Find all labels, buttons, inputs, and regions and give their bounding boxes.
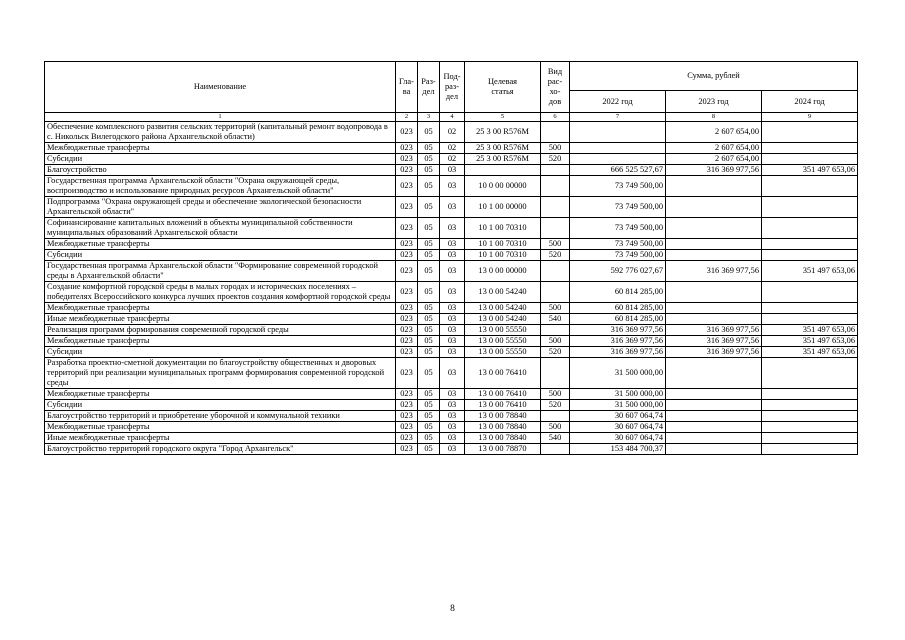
header-razdel: Раз- дел xyxy=(418,62,440,113)
column-number: 8 xyxy=(666,113,762,122)
column-number: 7 xyxy=(570,113,666,122)
cell-podrazdel: 03 xyxy=(440,250,465,261)
cell-vid xyxy=(541,411,570,422)
cell-name: Государственная программа Архангельской области "Формирование современной городской среды в Архангельской области" xyxy=(45,261,396,282)
table-row xyxy=(45,400,858,411)
cell-vid xyxy=(541,282,570,303)
cell-sum-2022 xyxy=(570,154,666,165)
cell-sum-2024 xyxy=(762,400,858,411)
cell-vid: 520 xyxy=(541,400,570,411)
cell-target: 13 0 00 78840 xyxy=(465,433,541,444)
header-2022: 2022 год xyxy=(570,91,666,113)
cell-sum-2022: 30 607 064,74 xyxy=(570,422,666,433)
cell-sum-2023: 316 369 977,56 xyxy=(666,336,762,347)
cell-sum-2023 xyxy=(666,314,762,325)
cell-razdel: 05 xyxy=(418,347,440,358)
cell-name: Межбюджетные трансферты xyxy=(45,239,396,250)
cell-sum-2024: 351 497 653,06 xyxy=(762,325,858,336)
cell-vid: 500 xyxy=(541,389,570,400)
cell-razdel: 05 xyxy=(418,250,440,261)
cell-sum-2024 xyxy=(762,197,858,218)
table-row xyxy=(45,176,858,197)
cell-podrazdel: 03 xyxy=(440,336,465,347)
cell-glava: 023 xyxy=(396,122,418,143)
cell-sum-2022: 60 814 285,00 xyxy=(570,303,666,314)
cell-razdel: 05 xyxy=(418,154,440,165)
table-row xyxy=(45,239,858,250)
table-row xyxy=(45,143,858,154)
cell-podrazdel: 03 xyxy=(440,444,465,455)
cell-razdel: 05 xyxy=(418,389,440,400)
cell-sum-2023 xyxy=(666,197,762,218)
cell-sum-2023 xyxy=(666,218,762,239)
cell-sum-2023 xyxy=(666,282,762,303)
cell-target: 13 0 00 55550 xyxy=(465,325,541,336)
cell-glava: 023 xyxy=(396,154,418,165)
cell-sum-2023: 316 369 977,56 xyxy=(666,347,762,358)
cell-sum-2024: 351 497 653,06 xyxy=(762,261,858,282)
cell-name: Межбюджетные трансферты xyxy=(45,389,396,400)
cell-target: 13 0 00 76410 xyxy=(465,400,541,411)
cell-sum-2024 xyxy=(762,122,858,143)
cell-razdel: 05 xyxy=(418,239,440,250)
cell-podrazdel: 03 xyxy=(440,261,465,282)
header-sum: Сумма, рублей xyxy=(570,62,858,91)
cell-name: Обеспечение комплексного развития сельских территорий (капитальный ремонт водопровода в с. Никольск Вилегодского района Архангельской области) xyxy=(45,122,396,143)
cell-razdel: 05 xyxy=(418,411,440,422)
cell-sum-2022 xyxy=(570,122,666,143)
table-row xyxy=(45,444,858,455)
cell-sum-2023 xyxy=(666,176,762,197)
cell-name: Субсидии xyxy=(45,250,396,261)
header-name: Наименование xyxy=(45,62,396,113)
table-row xyxy=(45,154,858,165)
cell-target: 10 0 00 00000 xyxy=(465,176,541,197)
cell-target: 13 0 00 78840 xyxy=(465,411,541,422)
header-podrazdel: Под- раз- дел xyxy=(440,62,465,113)
cell-name: Благоустройство территорий и приобретение уборочной и коммунальной техники xyxy=(45,411,396,422)
column-number: 4 xyxy=(440,113,465,122)
cell-vid: 520 xyxy=(541,154,570,165)
header-target: Целевая статья xyxy=(465,62,541,113)
cell-podrazdel: 03 xyxy=(440,282,465,303)
cell-target: 13 0 00 76410 xyxy=(465,389,541,400)
cell-razdel: 05 xyxy=(418,314,440,325)
cell-razdel: 05 xyxy=(418,303,440,314)
cell-glava: 023 xyxy=(396,400,418,411)
budget-table xyxy=(44,61,858,455)
cell-vid xyxy=(541,358,570,389)
header-vid: Вид рас- хо- дов xyxy=(541,62,570,113)
cell-sum-2024 xyxy=(762,358,858,389)
table-row xyxy=(45,358,858,389)
cell-sum-2022: 73 749 500,00 xyxy=(570,197,666,218)
table-row xyxy=(45,389,858,400)
cell-sum-2024 xyxy=(762,239,858,250)
table-row xyxy=(45,303,858,314)
cell-sum-2024 xyxy=(762,176,858,197)
cell-sum-2024 xyxy=(762,314,858,325)
cell-name: Реализация программ формирования современной городской среды xyxy=(45,325,396,336)
cell-vid xyxy=(541,197,570,218)
cell-razdel: 05 xyxy=(418,261,440,282)
cell-glava: 023 xyxy=(396,422,418,433)
cell-sum-2022: 73 749 500,00 xyxy=(570,239,666,250)
table-row xyxy=(45,336,858,347)
cell-target: 13 0 00 78840 xyxy=(465,422,541,433)
cell-glava: 023 xyxy=(396,176,418,197)
cell-target: 10 1 00 70310 xyxy=(465,250,541,261)
cell-sum-2024: 351 497 653,06 xyxy=(762,347,858,358)
cell-target: 13 0 00 54240 xyxy=(465,282,541,303)
cell-target: 25 3 00 R576M xyxy=(465,154,541,165)
cell-podrazdel: 03 xyxy=(440,176,465,197)
cell-sum-2022: 60 814 285,00 xyxy=(570,282,666,303)
cell-razdel: 05 xyxy=(418,336,440,347)
cell-sum-2022: 316 369 977,56 xyxy=(570,325,666,336)
cell-vid: 500 xyxy=(541,239,570,250)
cell-sum-2023 xyxy=(666,303,762,314)
cell-sum-2024 xyxy=(762,389,858,400)
cell-name: Иные межбюджетные трансферты xyxy=(45,314,396,325)
cell-podrazdel: 03 xyxy=(440,218,465,239)
column-number: 2 xyxy=(396,113,418,122)
cell-sum-2023: 316 369 977,56 xyxy=(666,165,762,176)
cell-vid xyxy=(541,165,570,176)
cell-sum-2022 xyxy=(570,143,666,154)
cell-vid: 500 xyxy=(541,422,570,433)
table-row xyxy=(45,165,858,176)
cell-sum-2022: 73 749 500,00 xyxy=(570,176,666,197)
cell-vid: 500 xyxy=(541,336,570,347)
cell-razdel: 05 xyxy=(418,444,440,455)
cell-name: Создание комфортной городской среды в малых городах и исторических поселениях – победителях Всероссийского конкурса лучших проектов создания комфортной городской среды xyxy=(45,282,396,303)
cell-name: Субсидии xyxy=(45,347,396,358)
cell-glava: 023 xyxy=(396,239,418,250)
header-glava: Гла- ва xyxy=(396,62,418,113)
cell-podrazdel: 03 xyxy=(440,422,465,433)
cell-sum-2024 xyxy=(762,411,858,422)
cell-glava: 023 xyxy=(396,325,418,336)
cell-glava: 023 xyxy=(396,358,418,389)
cell-name: Благоустройство территорий городского округа "Город Архангельск" xyxy=(45,444,396,455)
cell-sum-2023: 316 369 977,56 xyxy=(666,325,762,336)
cell-sum-2024 xyxy=(762,154,858,165)
cell-sum-2023: 2 607 654,00 xyxy=(666,122,762,143)
cell-sum-2022: 31 500 000,00 xyxy=(570,400,666,411)
cell-razdel: 05 xyxy=(418,143,440,154)
table-row xyxy=(45,261,858,282)
cell-podrazdel: 03 xyxy=(440,358,465,389)
cell-sum-2024 xyxy=(762,433,858,444)
cell-razdel: 05 xyxy=(418,433,440,444)
cell-name: Подпрограмма "Охрана окружающей среды и обеспечение экологической безопасности Архангельской области" xyxy=(45,197,396,218)
cell-glava: 023 xyxy=(396,303,418,314)
cell-target: 13 0 00 54240 xyxy=(465,314,541,325)
cell-name: Межбюджетные трансферты xyxy=(45,422,396,433)
table-row xyxy=(45,347,858,358)
cell-razdel: 05 xyxy=(418,218,440,239)
column-number: 6 xyxy=(541,113,570,122)
cell-sum-2022: 316 369 977,56 xyxy=(570,336,666,347)
column-number: 9 xyxy=(762,113,858,122)
cell-razdel: 05 xyxy=(418,358,440,389)
cell-vid: 500 xyxy=(541,143,570,154)
cell-target xyxy=(465,165,541,176)
cell-vid xyxy=(541,261,570,282)
cell-podrazdel: 02 xyxy=(440,143,465,154)
header-2024: 2024 год xyxy=(762,91,858,113)
cell-glava: 023 xyxy=(396,444,418,455)
cell-sum-2022: 73 749 500,00 xyxy=(570,250,666,261)
cell-glava: 023 xyxy=(396,282,418,303)
cell-name: Разработка проектно-сметной документации по благоустройству общественных и дворовых территорий при реализации муниципальных программ формирования современной городской среды xyxy=(45,358,396,389)
cell-glava: 023 xyxy=(396,314,418,325)
cell-name: Благоустройство xyxy=(45,165,396,176)
cell-sum-2024 xyxy=(762,444,858,455)
cell-sum-2023 xyxy=(666,239,762,250)
cell-sum-2024 xyxy=(762,303,858,314)
cell-sum-2022: 60 814 285,00 xyxy=(570,314,666,325)
cell-glava: 023 xyxy=(396,433,418,444)
table-row xyxy=(45,325,858,336)
cell-vid: 520 xyxy=(541,347,570,358)
cell-name: Субсидии xyxy=(45,400,396,411)
cell-target: 13 0 00 00000 xyxy=(465,261,541,282)
cell-name: Межбюджетные трансферты xyxy=(45,336,396,347)
cell-podrazdel: 03 xyxy=(440,400,465,411)
cell-vid xyxy=(541,325,570,336)
cell-glava: 023 xyxy=(396,336,418,347)
cell-razdel: 05 xyxy=(418,165,440,176)
page-number: 8 xyxy=(450,604,455,614)
cell-sum-2023 xyxy=(666,444,762,455)
cell-sum-2023 xyxy=(666,433,762,444)
column-number-row xyxy=(45,113,858,122)
cell-sum-2022: 30 607 064,74 xyxy=(570,411,666,422)
cell-target: 10 1 00 70310 xyxy=(465,239,541,250)
cell-glava: 023 xyxy=(396,411,418,422)
cell-target: 10 1 00 70310 xyxy=(465,218,541,239)
cell-sum-2022: 592 776 027,67 xyxy=(570,261,666,282)
cell-name: Иные межбюджетные трансферты xyxy=(45,433,396,444)
cell-vid: 540 xyxy=(541,433,570,444)
column-number: 1 xyxy=(45,113,396,122)
cell-sum-2022: 31 500 000,00 xyxy=(570,389,666,400)
cell-podrazdel: 03 xyxy=(440,411,465,422)
cell-glava: 023 xyxy=(396,143,418,154)
cell-vid: 520 xyxy=(541,250,570,261)
cell-target: 13 0 00 55550 xyxy=(465,336,541,347)
cell-podrazdel: 03 xyxy=(440,165,465,176)
cell-sum-2024 xyxy=(762,250,858,261)
cell-sum-2023 xyxy=(666,411,762,422)
cell-podrazdel: 03 xyxy=(440,239,465,250)
cell-vid xyxy=(541,218,570,239)
cell-glava: 023 xyxy=(396,389,418,400)
cell-glava: 023 xyxy=(396,261,418,282)
cell-podrazdel: 03 xyxy=(440,314,465,325)
cell-sum-2023 xyxy=(666,422,762,433)
table-row xyxy=(45,422,858,433)
cell-vid xyxy=(541,122,570,143)
cell-sum-2022: 316 369 977,56 xyxy=(570,347,666,358)
cell-podrazdel: 03 xyxy=(440,303,465,314)
cell-sum-2023: 2 607 654,00 xyxy=(666,143,762,154)
table-row xyxy=(45,122,858,143)
cell-name: Государственная программа Архангельской области "Охрана окружающей среды, воспроизводство и использование природных ресурсов Архангельской области" xyxy=(45,176,396,197)
cell-target: 25 3 00 R576M xyxy=(465,143,541,154)
table-row xyxy=(45,197,858,218)
cell-podrazdel: 03 xyxy=(440,197,465,218)
header-2023: 2023 год xyxy=(666,91,762,113)
cell-razdel: 05 xyxy=(418,176,440,197)
table-row xyxy=(45,282,858,303)
cell-podrazdel: 03 xyxy=(440,325,465,336)
cell-sum-2024: 351 497 653,06 xyxy=(762,165,858,176)
cell-vid xyxy=(541,176,570,197)
cell-sum-2022: 73 749 500,00 xyxy=(570,218,666,239)
table-row xyxy=(45,218,858,239)
cell-podrazdel: 02 xyxy=(440,154,465,165)
cell-glava: 023 xyxy=(396,347,418,358)
cell-razdel: 05 xyxy=(418,197,440,218)
cell-glava: 023 xyxy=(396,165,418,176)
cell-razdel: 05 xyxy=(418,422,440,433)
cell-sum-2022: 666 525 527,67 xyxy=(570,165,666,176)
cell-sum-2023 xyxy=(666,358,762,389)
cell-razdel: 05 xyxy=(418,122,440,143)
table-row xyxy=(45,411,858,422)
cell-sum-2024 xyxy=(762,143,858,154)
cell-vid xyxy=(541,444,570,455)
cell-razdel: 05 xyxy=(418,400,440,411)
table-row xyxy=(45,250,858,261)
table-row xyxy=(45,314,858,325)
cell-sum-2023 xyxy=(666,400,762,411)
cell-sum-2022: 31 500 000,00 xyxy=(570,358,666,389)
cell-sum-2024 xyxy=(762,282,858,303)
cell-name: Межбюджетные трансферты xyxy=(45,143,396,154)
cell-target: 13 0 00 55550 xyxy=(465,347,541,358)
cell-target: 25 3 00 R576M xyxy=(465,122,541,143)
cell-name: Межбюджетные трансферты xyxy=(45,303,396,314)
column-number: 5 xyxy=(465,113,541,122)
cell-target: 10 1 00 00000 xyxy=(465,197,541,218)
cell-sum-2024 xyxy=(762,218,858,239)
cell-razdel: 05 xyxy=(418,282,440,303)
cell-target: 13 0 00 54240 xyxy=(465,303,541,314)
cell-sum-2023 xyxy=(666,250,762,261)
cell-podrazdel: 03 xyxy=(440,389,465,400)
cell-target: 13 0 00 76410 xyxy=(465,358,541,389)
cell-sum-2022: 153 484 700,37 xyxy=(570,444,666,455)
cell-target: 13 0 00 78870 xyxy=(465,444,541,455)
cell-sum-2024: 351 497 653,06 xyxy=(762,336,858,347)
cell-podrazdel: 03 xyxy=(440,347,465,358)
table-row xyxy=(45,433,858,444)
cell-razdel: 05 xyxy=(418,325,440,336)
cell-vid: 540 xyxy=(541,314,570,325)
cell-glava: 023 xyxy=(396,250,418,261)
cell-sum-2024 xyxy=(762,422,858,433)
cell-sum-2023: 2 607 654,00 xyxy=(666,154,762,165)
cell-vid: 500 xyxy=(541,303,570,314)
cell-podrazdel: 03 xyxy=(440,433,465,444)
cell-sum-2023: 316 369 977,56 xyxy=(666,261,762,282)
cell-name: Субсидии xyxy=(45,154,396,165)
cell-podrazdel: 02 xyxy=(440,122,465,143)
cell-sum-2022: 30 607 064,74 xyxy=(570,433,666,444)
cell-glava: 023 xyxy=(396,218,418,239)
column-number: 3 xyxy=(418,113,440,122)
cell-name: Софинансирование капитальных вложений в объекты муниципальной собственности муниципальных образований Архангельской области xyxy=(45,218,396,239)
cell-sum-2023 xyxy=(666,389,762,400)
cell-glava: 023 xyxy=(396,197,418,218)
